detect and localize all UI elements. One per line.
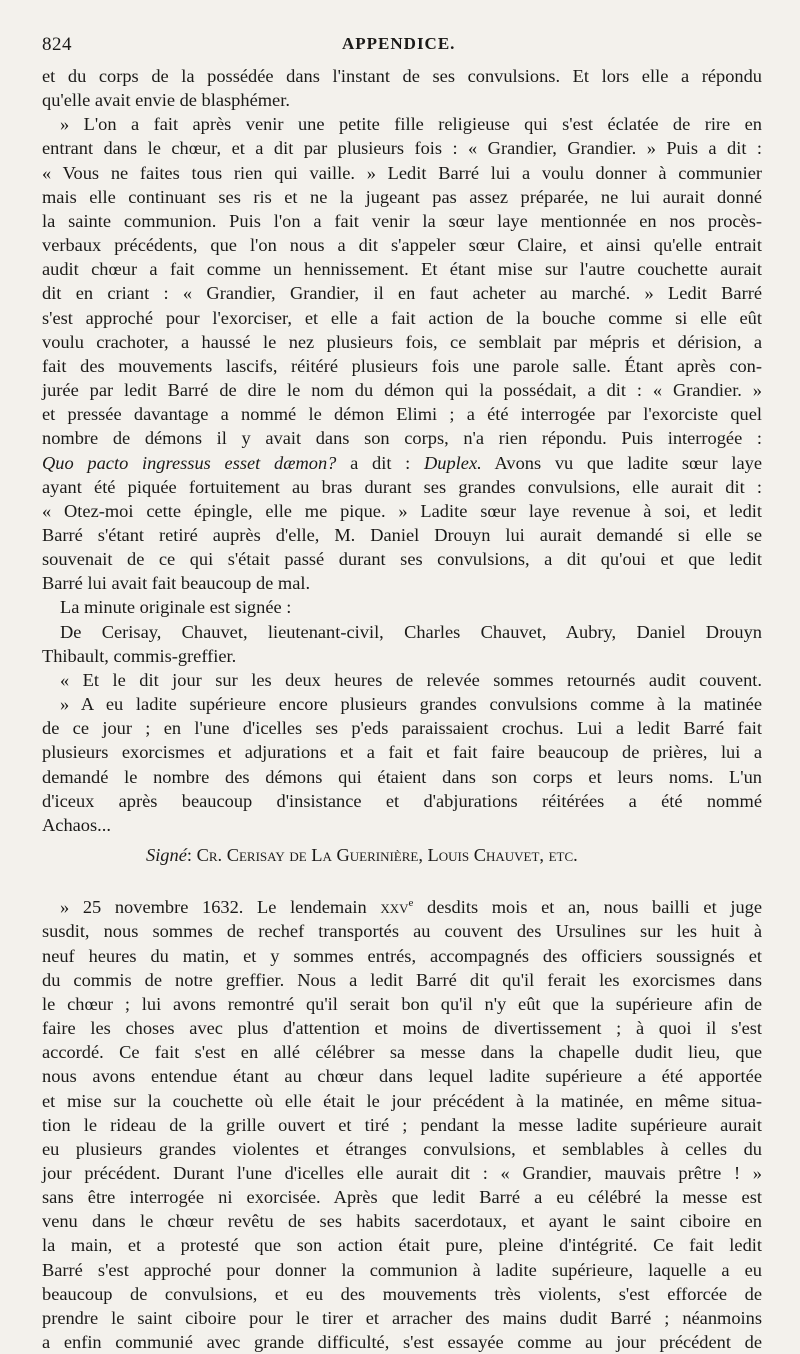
page-header [42, 34, 764, 60]
text-line: accordé. Ce fait s'est en allé célébrer sa messe dans la chapelle dudit lieu, que [42, 1042, 762, 1063]
text-line: Achaos... [42, 814, 111, 835]
section-1-lines [42, 64, 762, 837]
text-line: d'iceux après beaucoup d'insistance et d'abjurations réitérées a été nommé [42, 790, 762, 811]
text-line: le chœur ; lui avons remontré qu'il serait bon qu'il n'y eût que la supérieure afin de [42, 993, 762, 1014]
body-text [42, 64, 762, 1354]
text-line: mais elle continuant ses ris et ne la jugeant pas assez préparée, ne lui aurait donné [42, 186, 762, 207]
text-line: souvenait de ce qui s'était passé durant ses convulsions, a dit qu'oui et que ledit [42, 549, 762, 570]
signature-names: : Cr. Cerisay de La Guerinière, Louis Chauvet, etc. [186, 845, 578, 865]
text-line: La minute originale est signée : [60, 597, 292, 618]
text-line: » L'on a fait après venir une petite fille religieuse qui s'est éclatée de rire en [60, 114, 762, 135]
latin-mid: a dit : [336, 452, 425, 473]
text-line: jurée par ledit Barré de dire le nom du démon qui la possédait, a dit : « Grandier. » [42, 380, 762, 401]
text-line: voulu crachoter, a haussé le nez plusieurs fois, ce semblait par mépris et dérision, a [42, 331, 762, 352]
text-line: nous avons entendue étant au chœur dans lequel ladite supérieure a été apportée [42, 1066, 762, 1087]
page-number: 824 [42, 34, 72, 55]
text-line: dit en criant : « Grandier, Grandier, il en faut acheter au marché. » Ledit Barré [42, 283, 762, 304]
spacer [42, 867, 762, 891]
text-line: jour précédent. Durant l'une d'icelles elle aurait dit : « Grandier, mauvais prêtre ! » [42, 1163, 762, 1183]
text-line: venu dans le chœur revêtu de ses habits sacerdotaux, et ayant le saint ciboire en [42, 1211, 762, 1232]
signature-label: Signé [146, 845, 187, 865]
text-line: ayant été piquée fortuitement au bras durant ses grandes convulsions, elle aurait dit : [42, 476, 762, 497]
latin-answer: Duplex. [424, 452, 482, 473]
text-line: beaucoup de convulsions, et eu des mouvements très violents, s'est efforcée de [42, 1283, 762, 1304]
entry-ordinal-suffix: e [408, 897, 414, 910]
section-2-lines [42, 891, 762, 1354]
text-line: a enfin communié avec grande difficulté, s'est essayée comme au jour précédent de [42, 1332, 762, 1353]
signature-line [42, 843, 762, 867]
text-line: susdit, nous sommes de rechef transportés au couvent des Ursulines sur les huit à [42, 921, 762, 942]
text-line: la sainte communion. Puis l'on a fait venir la sœur laye mentionnée en nos procès- [42, 210, 762, 231]
text-line: tion le rideau de la grille ouvert et tiré ; pendant la messe ladite supérieure aurait [42, 1114, 762, 1135]
text-line: du commis de notre greffier. Nous a ledit Barré dit qu'il ferait les exorcismes dans [42, 969, 762, 990]
dated-entry-line [42, 891, 762, 919]
text-line: demandé le nombre des démons qui étaient dans son corps et leurs noms. L'un [42, 766, 762, 787]
text-line: Barré s'est approché pour donner la communion à ladite supérieure, laquelle a eu [42, 1259, 762, 1280]
entry-lead: Le lendemain [243, 897, 381, 918]
latin-line [42, 451, 762, 475]
entry-date: » 25 novembre 1632. [60, 897, 244, 918]
text-line: plusieurs exorcismes et adjurations et a fait et fait faire beaucoup de prières, lui a [42, 742, 762, 763]
entry-rest: desdits mois et an, nous bailli et juge [413, 897, 762, 918]
text-line: la main, et a protesté que son action était pure, pleine d'intégrité. Ce fait ledit [42, 1235, 762, 1256]
text-line: et pressée davantage a nommé le démon Elimi ; a été interrogée par l'exorciste quel [42, 404, 762, 425]
text-line: eu plusieurs grandes violentes et étranges convulsions, et semblables à celles du [42, 1138, 762, 1159]
text-line: et du corps de la possédée dans l'instant de ses convulsions. Et lors elle a répondu [42, 66, 762, 86]
text-line: verbaux précédents, que l'on nous a dit s'appeler sœur Claire, et ainsi qu'elle entrait [42, 235, 762, 256]
text-line: « Otez-moi cette épingle, elle me pique. » Ladite sœur laye revenue à soi, et ledit [42, 500, 762, 521]
text-line: s'est approché pour l'exorciser, et elle a fait action de la bouche comme si elle eût [42, 307, 762, 328]
text-line: Barré lui avait fait beaucoup de mal. [42, 573, 311, 594]
text-line: audit chœur a fait comme un hennissement. Et étant mise sur l'autre couchette aurait [42, 259, 762, 280]
text-line: de ce jour ; en l'une d'icelles ses p'eds paraissaient crochus. Lui a ledit Barré fait [42, 718, 762, 739]
text-line: sans être interrogée ni exorcisée. Après que ledit Barré a eu célébré la messe est [42, 1187, 762, 1208]
latin-question: Quo pacto ingressus esset dæmon? [42, 452, 337, 473]
text-line: fait des mouvements lascifs, réitéré plusieurs fois une parole salle. Étant après con- [42, 355, 762, 376]
latin-after: Avons vu que ladite sœur laye [481, 452, 762, 473]
text-line: neuf heures du matin, et y sommes entrés, accompagnés des officiers soussignés et [42, 945, 762, 966]
text-line: Barré s'étant retiré auprès d'elle, M. Daniel Drouyn lui aurait demandé si elle se [42, 524, 762, 545]
text-line: nombre de démons il y avait dans son corps, n'a rien répondu. Puis interrogée : [42, 428, 762, 449]
text-line: » A eu ladite supérieure encore plusieurs grandes convulsions comme à la matinée [60, 694, 762, 715]
running-head: APPENDICE. [342, 34, 456, 53]
text-line: et mise sur la couchette où elle était le jour précédent à la matinée, en même situa- [42, 1090, 762, 1111]
text-line: De Cerisay, Chauvet, lieutenant-civil, Charles Chauvet, Aubry, Daniel Drouyn [60, 621, 762, 642]
text-line: Thibault, commis-greffier. [42, 645, 237, 666]
text-line: faire les choses avec plus d'attention et moins de divertissement ; à quoi il s'est [42, 1018, 762, 1039]
entry-ordinal: xxv [380, 897, 409, 918]
text-line: qu'elle avait envie de blasphémer. [42, 90, 290, 111]
text-line: « Et le dit jour sur les deux heures de relevée sommes retournés audit couvent. [60, 669, 762, 690]
text-line: prendre le saint ciboire pour le tirer et arracher des mains dudit Barré ; néanmoins [42, 1307, 762, 1328]
text-line: « Vous ne faites tous rien qui vaille. » Ledit Barré lui a voulu donner à communier [42, 162, 762, 183]
text-line: entrant dans le chœur, et a dit par plusieurs fois : « Grandier, Grandier. » Puis a dit : [42, 138, 762, 159]
